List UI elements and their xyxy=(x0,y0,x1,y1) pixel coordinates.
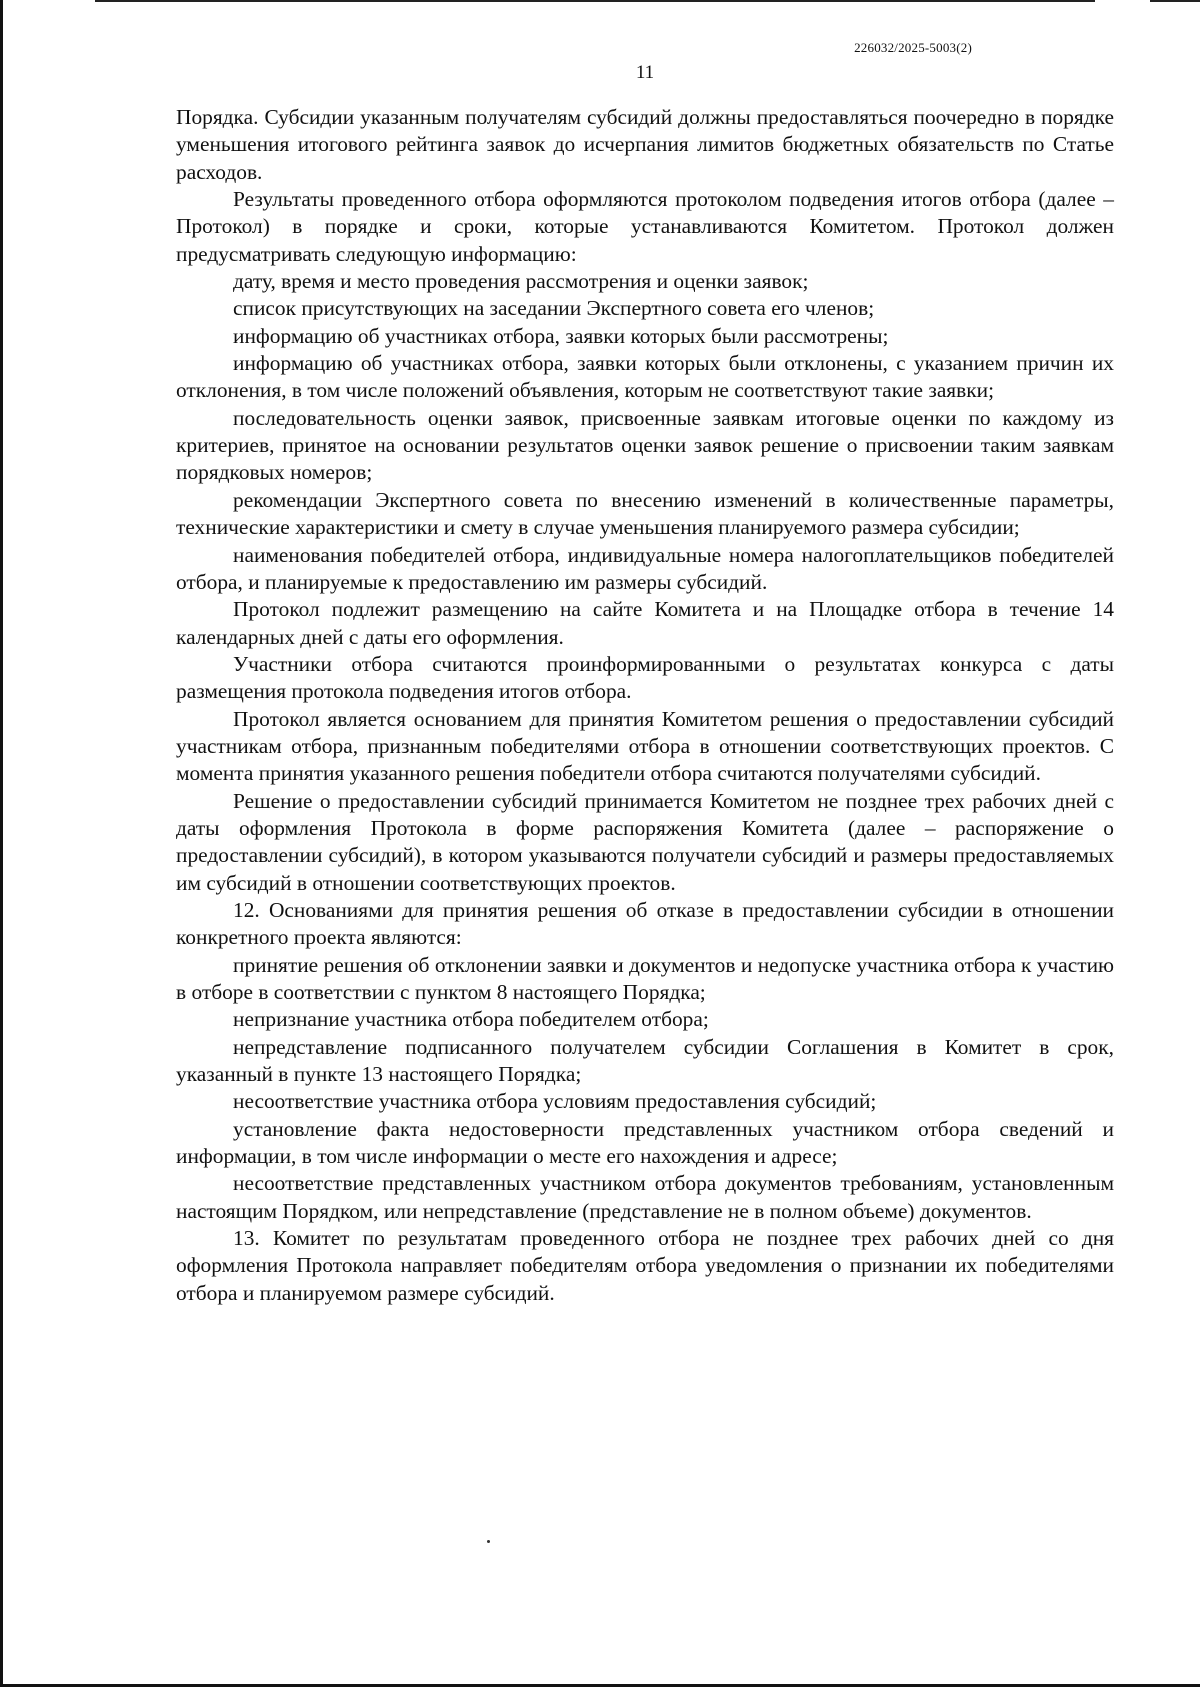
list-item: рекомендации Экспертного совета по внесению изменений в количественные параметры, технические характеристики и смету в случае уменьшения планируемого размера субсидии; xyxy=(176,487,1114,540)
list-item: непредставление подписанного получателем субсидии Соглашения в Комитет в срок, указанный в пункте 13 настоящего Порядка; xyxy=(176,1034,1114,1087)
scan-top-edge xyxy=(95,0,1095,2)
list-item: несоответствие участника отбора условиям предоставления субсидий; xyxy=(233,1089,877,1114)
list-item: непризнание участника отбора победителем отбора; xyxy=(233,1007,709,1032)
paragraph: Результаты проведенного отбора оформляются протоколом подведения итогов отбора (далее – Протокол) в порядке и сроки, которые устанавливаются Комитетом. Протокол должен предусматривать следующую информацию: xyxy=(176,187,1114,266)
page-number: 11 xyxy=(635,62,655,83)
scan-left-edge xyxy=(0,0,3,1687)
list-item: последовательность оценки заявок, присвоенные заявкам итоговые оценки по каждому из критериев, принятое на основании результатов оценки заявок решение о присвоении таким заявкам порядковых номеров; xyxy=(176,405,1114,485)
scan-top-edge-right xyxy=(1150,0,1200,2)
section-12: 12. Основаниями для принятия решения об отказе в предоставлении субсидии в отношении конкретного проекта являются: xyxy=(176,897,1114,950)
paragraph-continuation: Порядка. Субсидии указанным получателям субсидий должны предоставляться поочередно в порядке уменьшения итогового рейтинга заявок до исчерпания лимитов бюджетных обязательств по Статье расходов. xyxy=(176,105,1114,184)
paragraph: Участники отбора считаются проинформированными о результатах конкурса с даты размещения протокола подведения итогов отбора. xyxy=(176,651,1114,704)
section-13: 13. Комитет по результатам проведенного отбора не позднее трех рабочих дней со дня оформления Протокола направляет победителям отбора уведомления о признании их победителями отбора и планируемом размере субсидий. xyxy=(176,1226,1114,1305)
list-item: несоответствие представленных участником отбора документов требованиям, установленным настоящим Порядком, или непредставление (представление не в полном объеме) документов. xyxy=(176,1171,1114,1223)
document-registration-number: 226032/2025-5003(2) xyxy=(854,40,972,55)
document-body xyxy=(176,104,1114,1307)
list-item: информацию об участниках отбора, заявки которых были отклонены, с указанием причин их отклонения, в том числе положений объявления, которым не соответствуют такие заявки; xyxy=(176,351,1114,403)
list-item: информацию об участниках отбора, заявки которых были рассмотрены; xyxy=(233,323,889,348)
list-item: дату, время и место проведения рассмотрения и оценки заявок; xyxy=(233,269,809,294)
list-item: установление факта недостоверности представленных участником отбора сведений и информации, в том числе информации о месте его нахождения и адресе; xyxy=(176,1116,1114,1169)
paragraph: Протокол является основанием для принятия Комитетом решения о предоставлении субсидий участникам отбора, признанным победителями отбора в отношении соответствующих проектов. С момента принятия указанного решения победители отбора считаются получателями субсидий. xyxy=(176,706,1114,786)
list-item: наименования победителей отбора, индивидуальные номера налогоплательщиков победителей отбора, и планируемые к предоставлению им размеры субсидий. xyxy=(176,542,1114,594)
list-item: список присутствующих на заседании Экспертного совета его членов; xyxy=(233,296,875,321)
paragraph: Решение о предоставлении субсидий принимается Комитетом не позднее трех рабочих дней с даты оформления Протокола в форме распоряжения Комитета (далее – распоряжение о предоставлении субсидий), в котором указываются получатели субсидий и размеры предоставляемых им субсидий в отношении соответствующих проектов. xyxy=(176,788,1114,895)
list-item: принятие решения об отклонении заявки и документов и недопуске участника отбора к участию в отборе в соответствии с пунктом 8 настоящего Порядка; xyxy=(176,952,1114,1004)
paragraph: Протокол подлежит размещению на сайте Комитета и на Площадке отбора в течение 14 календарных дней с даты его оформления. xyxy=(176,597,1114,649)
scan-speck xyxy=(487,1540,490,1543)
